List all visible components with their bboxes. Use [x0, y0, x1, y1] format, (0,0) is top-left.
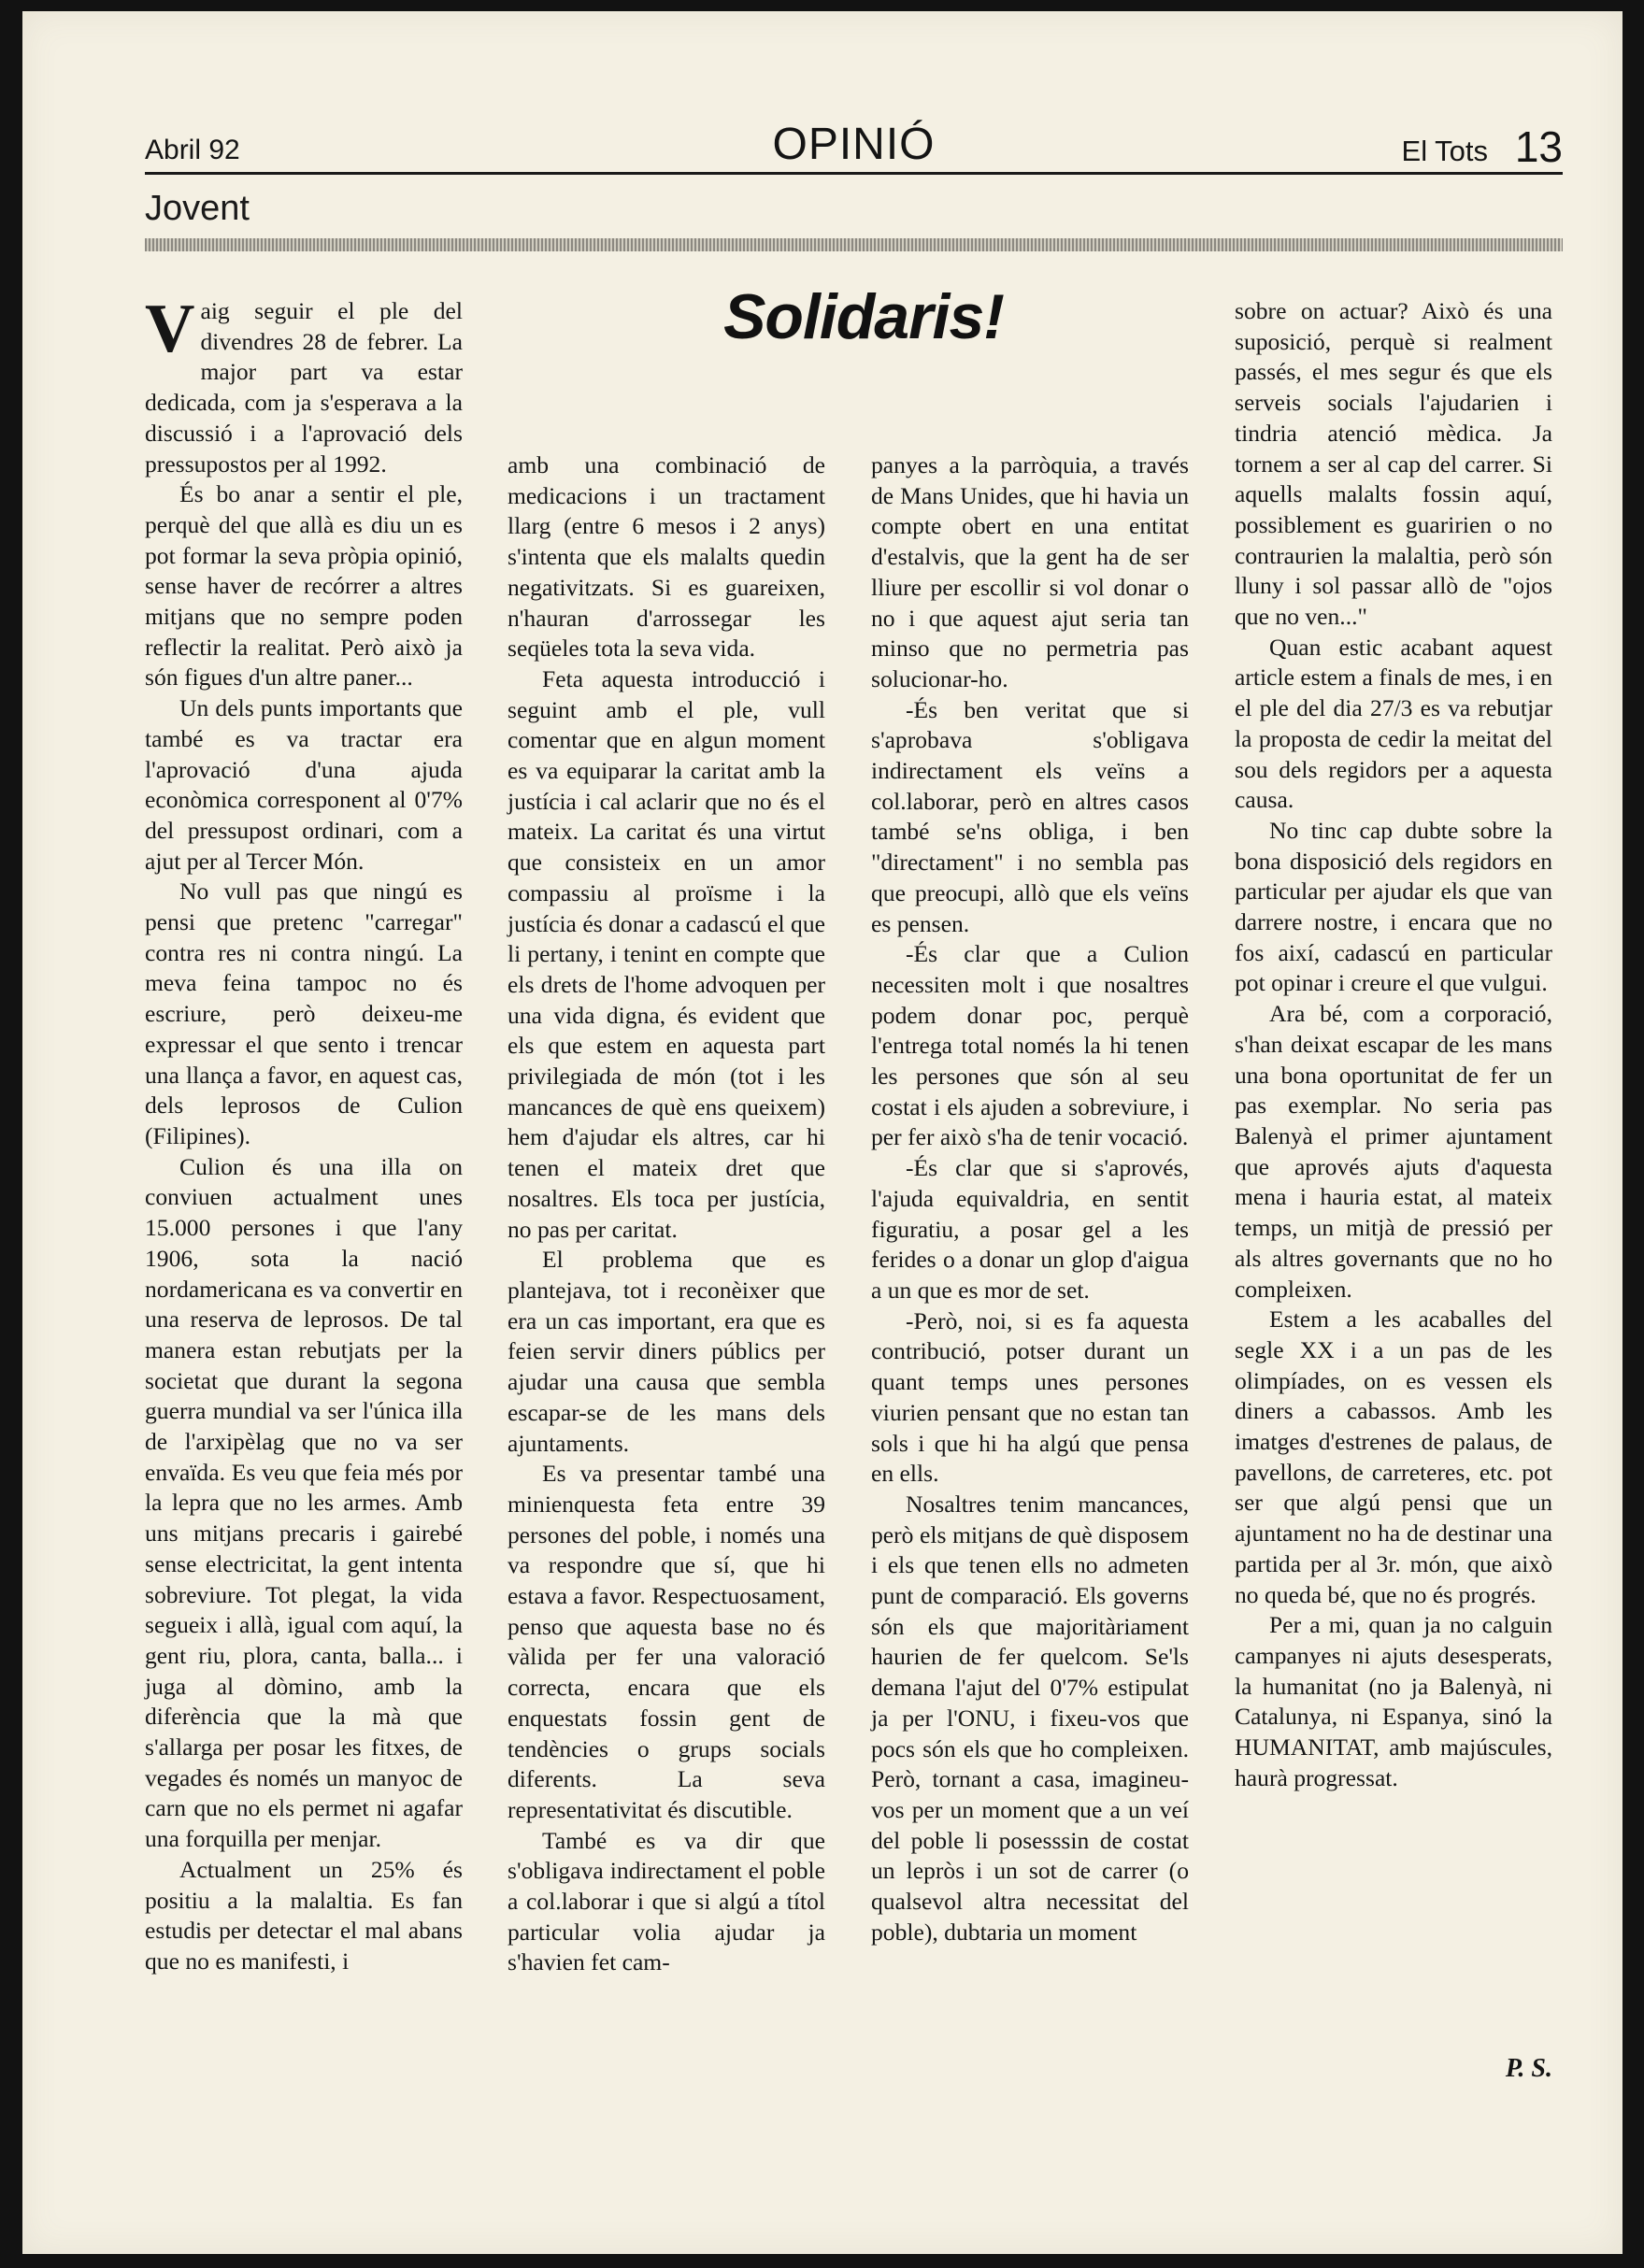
paragraph: Ara bé, com a corporació, s'han deixat escapar de les mans una bona oportunitat de fer un pas exemplar. No seria pas Balenyà el primer ajuntament que aprovés ajuts d'aquesta mena i hauria estat, al mateix temps, un mitjà de pressió per als altres governants que no ho compleixen.	[1235, 1000, 1552, 1303]
paragraph: El problema que es plantejava, tot i reconèixer que era un cas important, era que es feien servir diners públics per ajudar una causa que sembla escapar-se de les mans dels ajuntaments.	[507, 1246, 825, 1457]
paragraph: -És clar que a Culion necessiten molt i que nosaltres podem donar poc, perquè l'entrega total només la hi tenen les persones que són al seu costat i els ajuden a sobreviure, i per fer això s'ha de tenir vocació.	[871, 940, 1189, 1151]
paragraph: És bo anar a sentir el ple, perquè del que allà es diu un es pot formar la seva pròpia opinió, sense haver de recórrer a altres mitjans que no sempre poden reflectir la realitat. Però això ja són figues d'un altre paner...	[145, 480, 463, 692]
paragraph: amb una combinació de medicacions i un tractament llarg (entre 6 mesos i 2 anys) s'intenta que els malalts quedin negativitzats. Si es guareixen, n'hauran d'arrossegar les seqüeles tota la seva vida.	[507, 451, 825, 663]
drop-cap: V	[145, 291, 195, 367]
page-header	[145, 114, 1563, 175]
section-title: OPINIÓ	[772, 120, 936, 169]
subsection-title: Jovent	[145, 189, 250, 228]
article-title: Solidaris!	[723, 281, 1004, 352]
article-column-2	[507, 450, 825, 2118]
paragraph: Vaig seguir el ple del divendres 28 de febrer. La major part va estar dedicada, com ja s'esperava a la discussió i a l'aprovació dels pressupostos per al 1992.	[145, 291, 463, 478]
paragraph: -Però, noi, si es fa aquesta contribució, potser durant un quant temps unes persones viurien pensant que no estan tan sols i que hi ha algú que pensa en ells.	[871, 1306, 1189, 1488]
article-column-4	[1235, 296, 1552, 2118]
publication-name: El Tots	[1401, 135, 1488, 167]
paragraph: Es va presentar també una minienquesta feta entre 39 persones del poble, i només una va respondre que sí, que hi estava a favor. Respectuosament, penso que aquesta base no és vàlida per fer una valoració correcta, encara que els enquestats fossin gent de tendències o grups socials diferents. La seva representativitat és discutible.	[507, 1460, 825, 1823]
paragraph: Estem a les acaballes del segle XX i a un pas de les olimpíades, on es vessen els diners a cabassos. Amb les imatges d'estrenes de palaus, de pavellons, de carreteres, etc. pot ser que algú pensi que un ajuntament no ha de destinar una partida per al 3r. món, que això no queda bé, que no és progrés.	[1235, 1305, 1552, 1608]
paragraph: Culion és una illa on conviuen actualment unes 15.000 persones i que l'any 1906, sota la nació nordamericana es va convertir en una reserva de leprosos. De tal manera estan rebutjats per la societat que durant la segona guerra mundial va ser l'única illa de l'arxipèlag que no va ser envaïda. Es veu que feia més por la lepra que no les armes. Amb uns mitjans precaris i gairebé sense electricitat, la gent intenta sobreviure. Tot plegat, la vida segueix i allà, igual com aquí, la gent riu, plora, canta, balla... i juga al dòmino, amb la diferència que la mà que s'allarga per posar les fitxes, de vegades és només un manyoc de carn que no els permet ni agafar una forquilla per menjar.	[145, 1152, 463, 1853]
article-column-1	[145, 291, 463, 2118]
paragraph: Feta aquesta introducció i seguint amb el ple, vull comentar que en algun moment es va equiparar la caritat amb la justícia i cal aclarir que no és el mateix. La caritat és una virtut que consisteix en un amor compassiu al proïsme i la justícia és donar a cadascú el que li pertany, i tenint en compte que els drets de l'home advoquen per una vida digna, és evident que els que estem en aquesta part privilegiada de món (tot i les mancances de què ens queixem) hem d'ajudar els altres, car hi tenen el mateix dret que nosaltres. Els toca per justícia, no pas per caritat.	[507, 664, 825, 1243]
paragraph: Un dels punts importants que també es va tractar era l'aprovació d'una ajuda econòmica corresponent al 0'7% del pressupost ordinari, com a ajut per al Tercer Món.	[145, 694, 463, 875]
paragraph: panyes a la parròquia, a través de Mans Unides, que hi havia un compte obert en una entitat d'estalvis, que la gent ha de ser lliure per escollir si vol donar o no i que aquest ajut seria tan minso que no permetria pas solucionar-ho.	[871, 451, 1189, 692]
paragraph: No vull pas que ningú es pensi que pretenc "carregar" contra res ni contra ningú. La meva feina tampoc no és escriure, però deixeu-me expressar el que sento i trencar una llança a favor, en aquest cas, dels leprosos de Culion (Filipines).	[145, 877, 463, 1149]
paragraph: Quan estic acabant aquest article estem a finals de mes, i en el ple del dia 27/3 es va rebutjar la proposta de cedir la meitat del sou dels regidors per a aquesta causa.	[1235, 633, 1552, 814]
paragraph: Nosaltres tenim mancances, però els mitjans de què disposem i els que tenen ells no admeten punt de comparació. Els governs són els que majoritàriament haurien de fer quelcom. Se'ls demana l'ajut del 0'7% estipulat ja per l'ONU, i fixeu-vos que pocs són els que ho compleixen. Però, tornant a casa, imagineu-vos per un moment que a un veí del poble li posesssin de costat un lepròs i un sot de carrer (o qualsevol altra necessitat del poble), dubtaria un moment	[871, 1490, 1189, 1946]
paragraph: No tinc cap dubte sobre la bona disposició dels regidors en particular per ajudar els que van darrere nostre, i encara que no fos així, cadascú en particular pot opinar i creure el que vulgui.	[1235, 816, 1552, 997]
paragraph: -És clar que si s'aprovés, l'ajuda equivaldria, en sentit figuratiu, a posar gel a les ferides o a donar un glop d'aigua a un que es mor de set.	[871, 1154, 1189, 1304]
paragraph: També es va dir que s'obligava indirectament el poble a col.laborar i que si algú a títol particular volia ajudar ja s'havien fet cam-	[507, 1826, 825, 1976]
paragraph: Per a mi, quan ja no calguin campanyes ni ajuts desesperats, la humanitat (no ja Balenyà, ni Catalunya, ni Espanya, sinó la HUMANITAT, amb majúscules, haurà progressat.	[1235, 1611, 1552, 1791]
author-signature: P. S.	[1505, 2054, 1552, 2083]
paragraph: -És ben veritat que si s'aprobava s'obligava indirectament els veïns a col.laborar, però en altres casos també se'ns obliga, i ben "directament" i no sembla pas que preocupi, allò que els veïns es pensen.	[871, 695, 1189, 937]
paragraph: sobre on actuar? Això és una suposició, perquè si realment passés, el mes segur és que els serveis socials l'ajudarien i tindria atenció mèdica. Ja tornem a ser al cap del carrer. Si aquells malalts fossin aquí, possiblement es guaririen o no contraurien la malaltia, però són lluny i sol passar allò de "ojos que no ven..."	[1235, 297, 1552, 631]
article-column-3	[871, 450, 1189, 2118]
magazine-page	[22, 11, 1623, 2254]
dotted-rule	[145, 238, 1563, 251]
page-number: 13	[1514, 122, 1563, 171]
issue-date: Abril 92	[145, 135, 240, 165]
paragraph: Actualment un 25% és positiu a la malaltia. Es fan estudis per detectar el mal abans que no es manifesti, i	[145, 1855, 463, 1975]
